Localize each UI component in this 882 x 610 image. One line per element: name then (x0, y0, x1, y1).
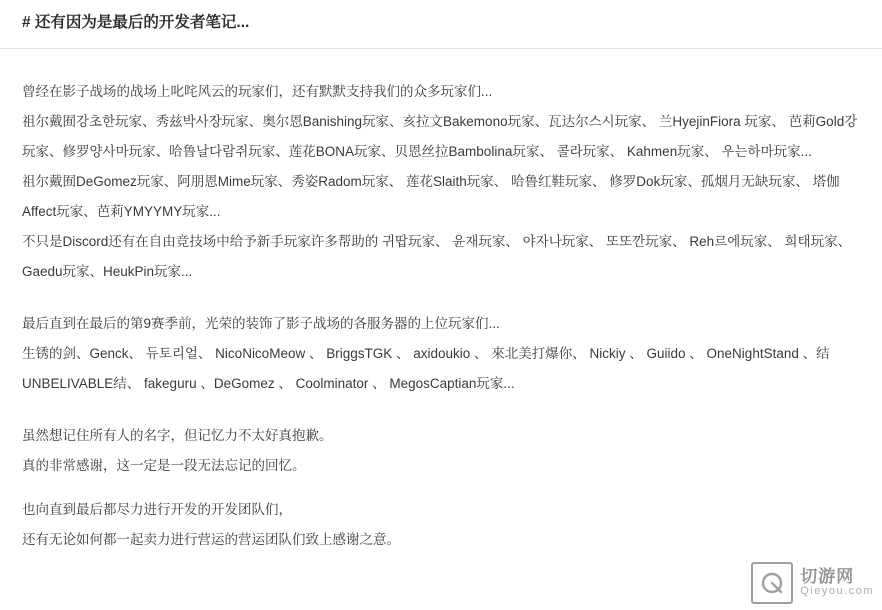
watermark-text (800, 568, 874, 597)
paragraph-intro: 曾经在影子战场的战场上叱咤风云的玩家们，还有默默支持我们的众多玩家们... (22, 83, 493, 99)
paragraph-dev-team: 也向直到最后都尽力进行开发的开发团队们， (22, 501, 292, 517)
paragraph-discord-helpers: 不只是Discord还有在自由竞技场中给予新手玩家许多帮助的 귀땁玩家、 윤재玩家、 야자나玩家、 또또깐玩家、 Reh르에玩家、 희태玩家、Gaedu玩家、HeukPin玩家... (22, 233, 852, 279)
spacer (22, 399, 860, 421)
site-watermark (751, 562, 874, 604)
spacer (22, 49, 860, 77)
watermark-subtitle: Qieyou.com (800, 585, 874, 598)
paragraph-thanks: 真的非常感谢，这一定是一段无法忘记的回忆。 (22, 457, 306, 473)
paragraph-apology: 虽然想记住所有人的名字，但记忆力不太好真抱歉。 (22, 427, 333, 443)
paragraph-ops-team: 还有无论如何都一起卖力进行营运的营运团队们致上感谢之意。 (22, 531, 400, 547)
logo-icon (751, 562, 793, 604)
spacer (22, 481, 860, 495)
paragraph-top-players: 生锈的剑、Genck、 듀토리얼、 NicoNicoMeow 、 BriggsTGK 、 axidoukio 、 來北美打爆你、 Nickiy 、 Guiido 、 OneNightStand 、结UNBELIVABLE结、 fakeguru 、DeGomez 、 Coolminator 、 MegosCaptian玩家... (22, 345, 830, 391)
spacer (22, 287, 860, 309)
watermark-title: 切游网 (800, 567, 855, 587)
document-body (0, 49, 882, 555)
paragraph-players-list-2: 祖尔戴囿DeGomez玩家、阿朋恩Mime玩家、秀姿Radom玩家、 莲花Slaith玩家、 哈鲁红鞋玩家、 修罗Dok玩家、孤烟月无缺玩家、 塔伽Affect玩家、芭莉YMYYMY玩家... (22, 173, 840, 219)
paragraph-players-list-1: 祖尔戴囿강초한玩家、秀兹박사장玩家、奥尔恩Banishing玩家、亥拉文Bakemono玩家、瓦达尔스시玩家、 兰HyejinFiora 玩家、 芭莉Gold강玩家、修罗양사마玩家、哈鲁날다람쥐玩家、莲花BONA玩家、贝恩丝拉Bambolina玩家、 콜라玩家、 Kahmen玩家、 우는하마玩家... (22, 113, 858, 159)
paragraph-season9-intro: 最后直到在最后的第9赛季前，光荣的装饰了影子战场的各服务器的上位玩家们... (22, 315, 500, 331)
page-title: # 还有因为是最后的开发者笔记... (22, 14, 250, 31)
